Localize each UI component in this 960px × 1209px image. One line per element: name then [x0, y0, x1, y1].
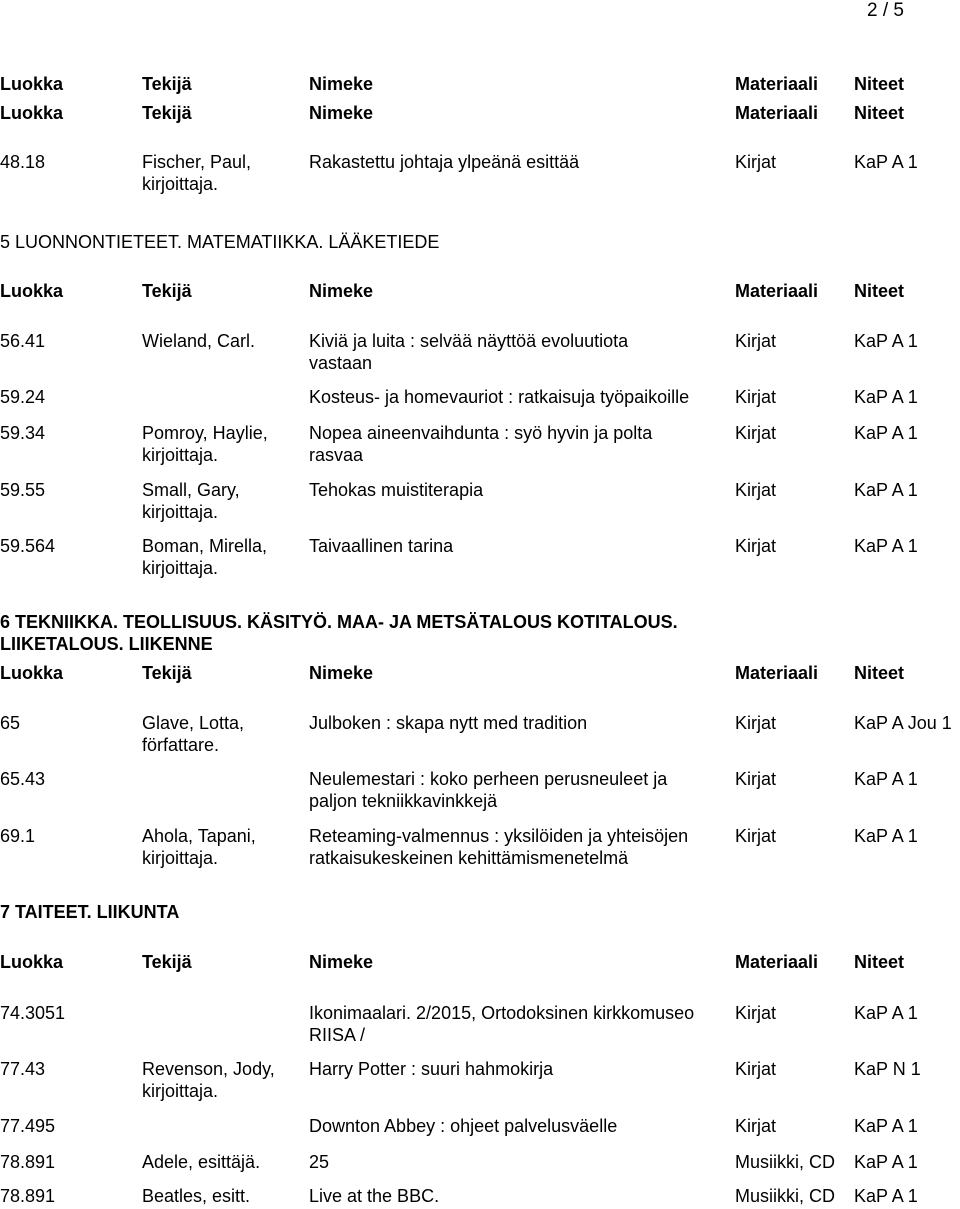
header-tekija: Tekijä [142, 103, 192, 123]
header-niteet: Niteet [854, 663, 905, 683]
header-luokka: Luokka [0, 663, 64, 683]
cell-materiaali: Kirjat [735, 713, 777, 733]
cell-niteet: KaP A 1 [854, 423, 918, 443]
cell-nimeke: Kiviä ja luita : selvää näyttöä evoluutiota vastaan [309, 331, 629, 373]
header-niteet: Niteet [854, 74, 905, 94]
header-nimeke: Nimeke [309, 103, 374, 123]
cell-materiaali: Kirjat [735, 1059, 777, 1079]
cell-materiaali: Musiikki, CD [735, 1152, 836, 1172]
cell-luokka: 48.18 [0, 152, 46, 172]
cell-luokka: 59.564 [0, 536, 56, 556]
header-niteet: Niteet [854, 281, 905, 301]
cell-luokka: 65 [0, 713, 21, 733]
header-materiaali: Materiaali [735, 952, 819, 972]
header-niteet: Niteet [854, 103, 905, 123]
cell-nimeke: Rakastettu johtaja ylpeänä esittää [309, 152, 580, 172]
cell-materiaali: Kirjat [735, 152, 777, 172]
cell-niteet: KaP A 1 [854, 536, 918, 556]
header-tekija: Tekijä [142, 74, 192, 94]
cell-nimeke: Downton Abbey : ohjeet palvelusväelle [309, 1116, 618, 1136]
cell-tekija: Pomroy, Haylie, kirjoittaja. [142, 423, 268, 465]
header-materiaali: Materiaali [735, 74, 819, 94]
cell-tekija: Glave, Lotta, författare. [142, 713, 245, 755]
cell-materiaali: Kirjat [735, 1003, 777, 1023]
header-luokka: Luokka [0, 281, 64, 301]
cell-nimeke: Ikonimaalari. 2/2015, Ortodoksinen kirkkomuseo RIISA / [309, 1003, 695, 1045]
cell-niteet: KaP A 1 [854, 387, 918, 407]
cell-materiaali: Kirjat [735, 387, 777, 407]
cell-nimeke: 25 [309, 1152, 330, 1172]
cell-materiaali: Kirjat [735, 331, 777, 351]
header-nimeke: Nimeke [309, 281, 374, 301]
cell-nimeke: Julboken : skapa nytt med tradition [309, 713, 588, 733]
header-materiaali: Materiaali [735, 281, 819, 301]
header-nimeke: Nimeke [309, 74, 374, 94]
cell-niteet: KaP A 1 [854, 769, 918, 789]
header-luokka: Luokka [0, 952, 64, 972]
header-tekija: Tekijä [142, 281, 192, 301]
header-nimeke: Nimeke [309, 663, 374, 683]
cell-tekija: Boman, Mirella, kirjoittaja. [142, 536, 268, 578]
cell-nimeke: Live at the BBC. [309, 1186, 440, 1206]
cell-luokka: 69.1 [0, 826, 36, 846]
cell-luokka: 59.24 [0, 387, 46, 407]
cell-nimeke: Nopea aineenvaihdunta : syö hyvin ja polta rasvaa [309, 423, 653, 465]
cell-niteet: KaP A Jou 1 [854, 713, 952, 733]
cell-nimeke: Kosteus- ja homevauriot : ratkaisuja työpaikoille [309, 387, 690, 407]
cell-materiaali: Kirjat [735, 480, 777, 500]
cell-nimeke: Taivaallinen tarina [309, 536, 454, 556]
header-materiaali: Materiaali [735, 663, 819, 683]
header-materiaali: Materiaali [735, 103, 819, 123]
cell-niteet: KaP A 1 [854, 480, 918, 500]
cell-luokka: 65.43 [0, 769, 46, 789]
cell-niteet: KaP A 1 [854, 1186, 918, 1206]
cell-tekija: Ahola, Tapani, kirjoittaja. [142, 826, 256, 868]
section-title: 7 TAITEET. LIIKUNTA [0, 902, 180, 922]
cell-materiaali: Kirjat [735, 826, 777, 846]
cell-nimeke: Tehokas muistiterapia [309, 480, 484, 500]
cell-niteet: KaP A 1 [854, 1152, 918, 1172]
header-tekija: Tekijä [142, 663, 192, 683]
cell-tekija: Small, Gary, kirjoittaja. [142, 480, 240, 522]
section-title: 5 LUONNONTIETEET. MATEMATIIKKA. LÄÄKETIEDE [0, 232, 440, 252]
cell-niteet: KaP A 1 [854, 1116, 918, 1136]
cell-tekija: Beatles, esitt. [142, 1186, 251, 1206]
cell-materiaali: Kirjat [735, 536, 777, 556]
cell-luokka: 78.891 [0, 1152, 56, 1172]
cell-tekija: Adele, esittäjä. [142, 1152, 261, 1172]
cell-niteet: KaP A 1 [854, 1003, 918, 1023]
header-nimeke: Nimeke [309, 952, 374, 972]
cell-nimeke: Reteaming-valmennus : yksilöiden ja yhteisöjen ratkaisukeskeinen kehittämismenetelmä [309, 826, 689, 868]
cell-luokka: 56.41 [0, 331, 46, 351]
section-title: 6 TEKNIIKKA. TEOLLISUUS. KÄSITYÖ. MAA- JA METSÄTALOUS KOTITALOUS. LIIKETALOUS. LIIKENNE [0, 612, 678, 654]
cell-luokka: 77.43 [0, 1059, 46, 1079]
cell-materiaali: Musiikki, CD [735, 1186, 836, 1206]
cell-niteet: KaP A 1 [854, 331, 918, 351]
cell-luokka: 74.3051 [0, 1003, 66, 1023]
header-tekija: Tekijä [142, 952, 192, 972]
cell-luokka: 78.891 [0, 1186, 56, 1206]
cell-luokka: 77.495 [0, 1116, 56, 1136]
header-luokka: Luokka [0, 74, 64, 94]
cell-tekija: Wieland, Carl. [142, 331, 256, 351]
cell-niteet: KaP A 1 [854, 826, 918, 846]
cell-materiaali: Kirjat [735, 1116, 777, 1136]
cell-nimeke: Neulemestari : koko perheen perusneuleet ja paljon tekniikkavinkkejä [309, 769, 668, 811]
cell-luokka: 59.55 [0, 480, 46, 500]
cell-nimeke: Harry Potter : suuri hahmokirja [309, 1059, 554, 1079]
cell-materiaali: Kirjat [735, 769, 777, 789]
page-number: 2 / 5 [867, 0, 904, 21]
cell-luokka: 59.34 [0, 423, 46, 443]
cell-tekija: Revenson, Jody, kirjoittaja. [142, 1059, 275, 1101]
cell-materiaali: Kirjat [735, 423, 777, 443]
cell-niteet: KaP A 1 [854, 152, 918, 172]
cell-niteet: KaP N 1 [854, 1059, 921, 1079]
header-niteet: Niteet [854, 952, 905, 972]
header-luokka: Luokka [0, 103, 64, 123]
cell-tekija: Fischer, Paul, kirjoittaja. [142, 152, 252, 194]
